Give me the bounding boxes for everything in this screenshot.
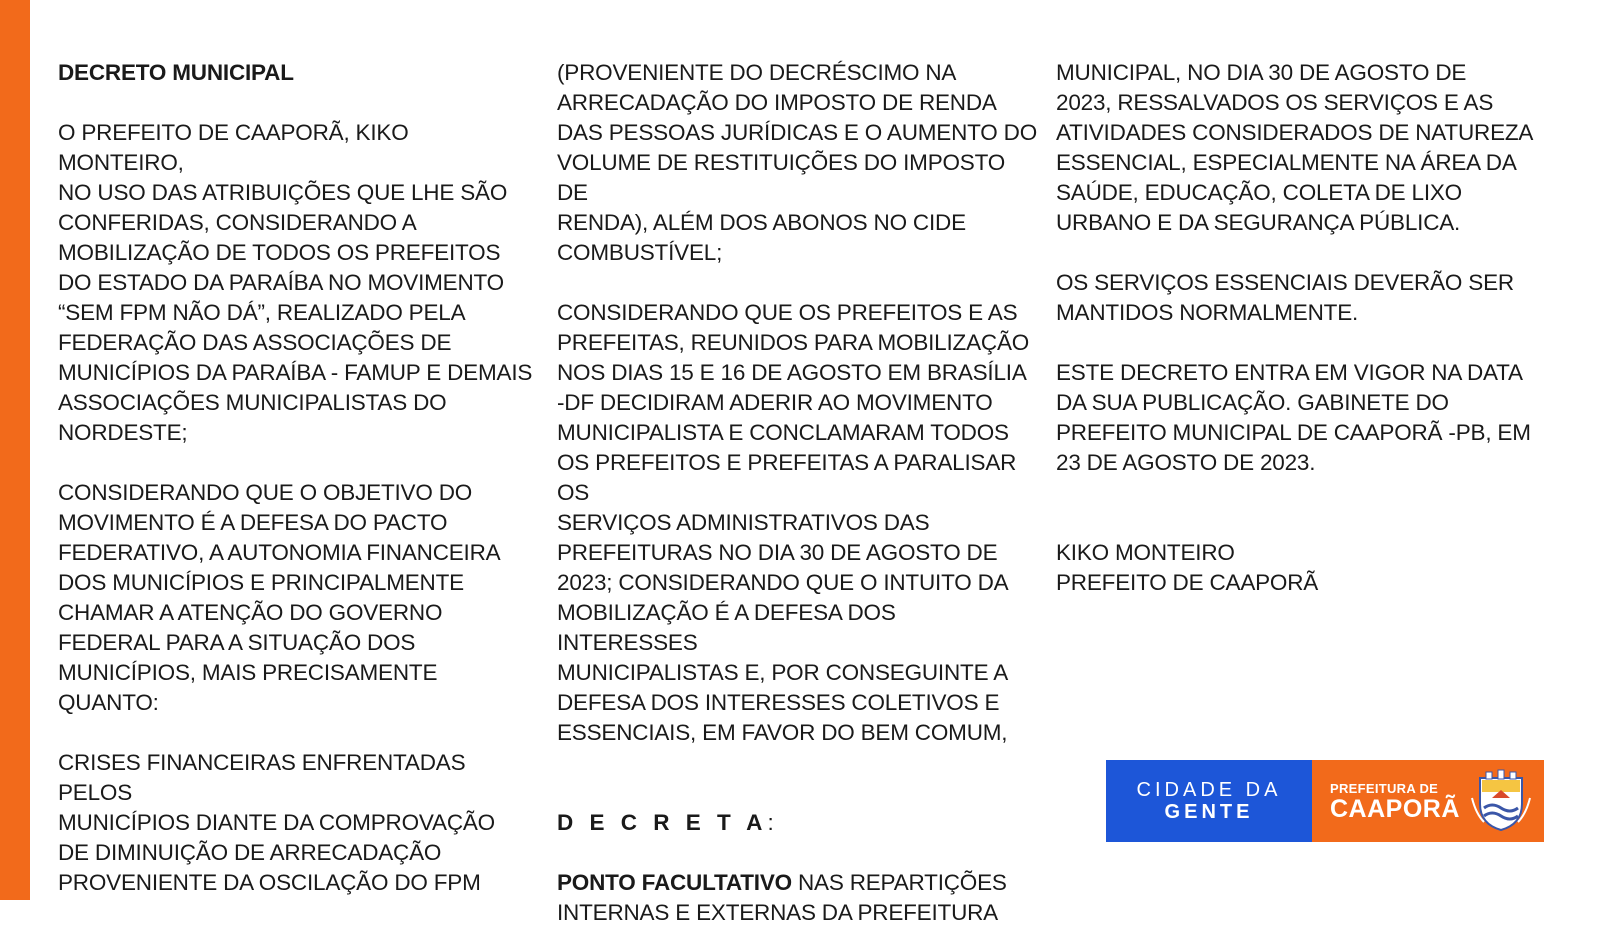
cidade-da-gente-logo bbox=[1106, 760, 1312, 842]
column-3 bbox=[1056, 58, 1536, 598]
paragraph-crises: CRISES FINANCEIRAS ENFRENTADAS PELOS MUNICÍPIOS DIANTE DA COMPROVAÇÃO DE DIMINUIÇÃO DE ARRECADAÇÃO PROVENIENTE DA OSCILAÇÃO DO FPM bbox=[58, 750, 495, 895]
ponto-facultativo-bold: PONTO FACULTATIVO bbox=[557, 870, 792, 895]
paragraph-ponto-facultativo bbox=[557, 868, 1037, 928]
brand-cidade-da: CIDADE DA bbox=[1136, 779, 1282, 801]
paragraph-servicos: OS SERVIÇOS ESSENCIAIS DEVERÃO SER MANTIDOS NORMALMENTE. bbox=[1056, 270, 1514, 325]
signature-name: KIKO MONTEIRO bbox=[1056, 540, 1235, 565]
signature-title: PREFEITO DE CAAPORÃ bbox=[1056, 570, 1319, 595]
brand-gente: GENTE bbox=[1164, 801, 1254, 823]
paragraph-proveniente: (PROVENIENTE DO DECRÉSCIMO NA ARRECADAÇÃO DO IMPOSTO DE RENDA DAS PESSOAS JURÍDICAS E O AUMENTO DO VOLUME DE RESTITUIÇÕES DO IMPOSTO DE RENDA), ALÉM DOS ABONOS NO CIDE COMBUSTÍVEL; bbox=[557, 60, 1037, 265]
ponto-facultativo-rest: NAS REPARTIÇÕES INTERNAS E EXTERNAS DA PREFEITURA bbox=[557, 870, 1007, 925]
paragraph-considerando: CONSIDERANDO QUE OS PREFEITOS E AS PREFEITAS, REUNIDOS PARA MOBILIZAÇÃO NOS DIAS 15 E 16 DE AGOSTO EM BRASÍLIA -DF DECIDIRAM ADERIR AO MOVIMENTO MUNICIPALISTA E CONCLAMARAM TODOS OS PREFEITOS E PREFEITAS A PARALISAR OS SERVIÇOS ADMINISTRATIVOS DAS PREFEITURAS NO DIA 30 DE AGOSTO DE 2023; CONSIDERANDO QUE O INTUITO DA MOBILIZAÇÃO É A DEFESA DOS INTERESSES MUNICIPALISTAS E, POR CONSEGUINTE A DEFESA DOS INTERESSES COLETIVOS E ESSENCIAIS, EM FAVOR DO BEM COMUM, bbox=[557, 300, 1030, 745]
municipal-crest-icon bbox=[1470, 768, 1532, 834]
decreta-word: D E C R E T A bbox=[557, 810, 768, 835]
decree-heading: DECRETO MUNICIPAL bbox=[58, 60, 294, 85]
brand-caapora: CAAPORÃ bbox=[1330, 794, 1460, 823]
column-1 bbox=[58, 58, 538, 898]
decreta-line bbox=[557, 808, 1037, 838]
branding-banner bbox=[1106, 760, 1544, 842]
paragraph-intro: O PREFEITO DE CAAPORÃ, KIKO MONTEIRO, NO USO DAS ATRIBUIÇÕES QUE LHE SÃO CONFERIDAS, CONSIDERANDO A MOBILIZAÇÃO DE TODOS OS PREFEITOS DO ESTADO DA PARAÍBA NO MOVIMENTO “SEM FPM NÃO DÁ”, REALIZADO PELA FEDERAÇÃO DAS ASSOCIAÇÕES DE MUNICÍPIOS DA PARAÍBA - FAMUP E DEMAIS ASSOCIAÇÕES MUNICIPALISTAS DO NORDESTE; bbox=[58, 120, 533, 445]
paragraph-vigor: ESTE DECRETO ENTRA EM VIGOR NA DATA DA SUA PUBLICAÇÃO. GABINETE DO PREFEITO MUNICIPAL DE CAAPORÃ -PB, EM 23 DE AGOSTO DE 2023. bbox=[1056, 360, 1531, 475]
brand-prefeitura-de: PREFEITURA DE bbox=[1330, 780, 1439, 796]
decreta-colon: : bbox=[767, 810, 774, 835]
column-2 bbox=[557, 58, 1037, 928]
prefeitura-logo bbox=[1312, 760, 1544, 842]
paragraph-municipal: MUNICIPAL, NO DIA 30 DE AGOSTO DE 2023, RESSALVADOS OS SERVIÇOS E AS ATIVIDADES CONSIDERADOS DE NATUREZA ESSENCIAL, ESPECIALMENTE NA ÁREA DA SAÚDE, EDUCAÇÃO, COLETA DE LIXO URBANO E DA SEGURANÇA PÚBLICA. bbox=[1056, 60, 1534, 235]
paragraph-objective: CONSIDERANDO QUE O OBJETIVO DO MOVIMENTO É A DEFESA DO PACTO FEDERATIVO, A AUTONOMIA FINANCEIRA DOS MUNICÍPIOS E PRINCIPALMENTE CHAMAR A ATENÇÃO DO GOVERNO FEDERAL PARA A SITUAÇÃO DOS MUNICÍPIOS, MAIS PRECISAMENTE QUANTO: bbox=[58, 480, 501, 715]
orange-side-bar bbox=[0, 0, 30, 900]
